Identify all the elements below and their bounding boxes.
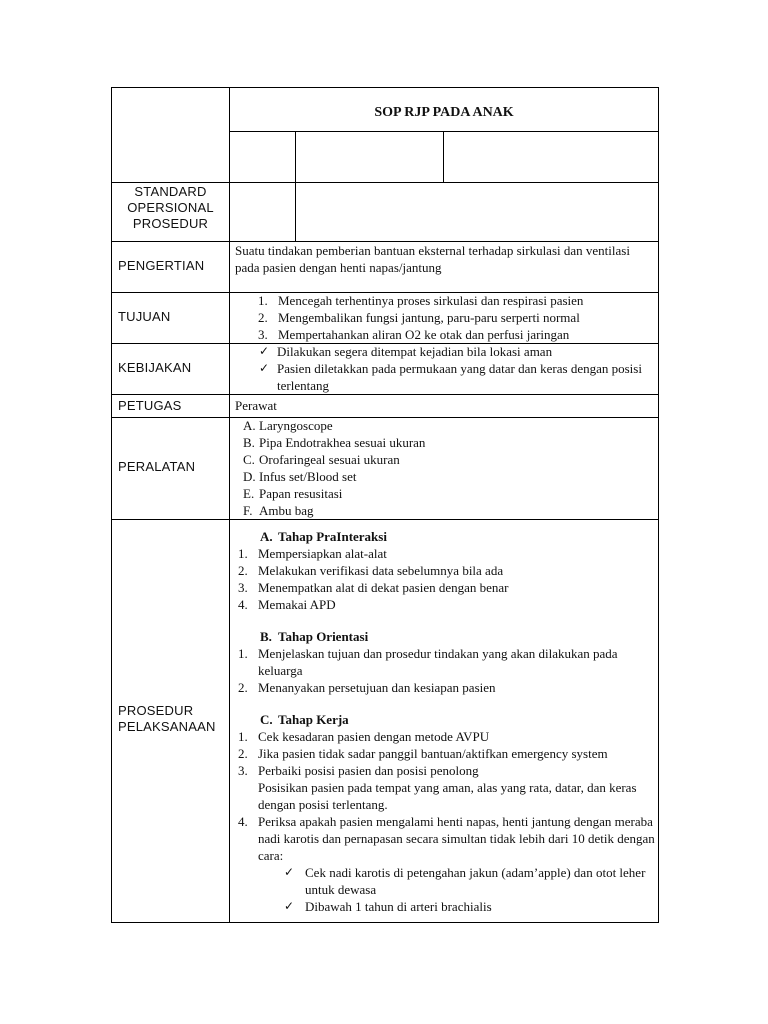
list-item-extra: Posisikan pasien pada tempat yang aman, alas yang rata, datar, dan keras dengan posisi terlentang. [258,780,637,812]
list-item: ✓ Pasien diletakkan pada permukaan yang datar dan keras dengan posisi terlentang [259,361,642,393]
row-divider-petugas [112,394,658,395]
sop-document [111,87,659,923]
tujuan-list [252,292,652,343]
list-item: 2. Menanyakan persetujuan dan kesiapan pasien [238,680,496,695]
check-icon: ✓ [259,344,270,358]
check-icon: ✓ [284,865,295,879]
list-item: 1. Cek kesadaran pasien dengan metode AVPU [238,729,490,744]
row-divider-prosedur [112,519,658,520]
list-item: 1. Mencegah terhentinya proses sirkulasi dan respirasi pasien [258,293,584,308]
list-item: 2. Jika pasien tidak sadar panggil bantuan/aktifkan emergency system [238,746,608,761]
list-item: 4. Memakai APD [238,597,336,612]
list-item: A. Laryngoscope [243,418,333,433]
tujuan-label: TUJUAN [118,309,171,324]
list-item: 3. Menempatkan alat di dekat pasien dengan benar [238,580,509,595]
check-icon: ✓ [284,899,295,913]
petugas-text: Perawat [235,398,277,413]
list-item: C. Orofaringeal sesuai ukuran [243,452,400,467]
prosedur-content [232,528,656,915]
list-item: 1. Menjelaskan tujuan dan prosedur tindakan yang akan dilakukan pada keluarga [238,646,618,678]
section-list [232,645,656,696]
list-item: 3. Mempertahankan aliran O2 ke otak dan perfusi jaringan [258,327,570,342]
list-item: D. Infus set/Blood set [243,469,357,484]
label-column-divider [229,88,230,922]
list-item: ✓ Dilakukan segera ditempat kejadian bila lokasi aman [259,344,553,359]
sop-label: STANDARD OPERSIONAL PROSEDUR [127,184,214,231]
list-item: E. Papan resusitasi [243,486,343,501]
section-list [232,545,656,613]
list-item: 2. Mengembalikan fungsi jantung, paru-paru serperti normal [258,310,580,325]
kebijakan-list [251,343,651,394]
header-divider-2 [443,131,444,182]
header-divider-3 [112,182,658,183]
kebijakan-label: KEBIJAKAN [118,360,192,375]
list-item: 2. Melakukan verifikasi data sebelumnya bila ada [238,563,504,578]
list-item: B. Pipa Endotrakhea sesuai ukuran [243,435,426,450]
list-item: 1. Mempersiapkan alat-alat [238,546,387,561]
peralatan-label: PERALATAN [118,459,196,474]
check-icon: ✓ [259,361,270,375]
sub-check-list [232,864,656,915]
pengertian-label: PENGERTIAN [118,258,205,273]
section-heading: B. Tahap Orientasi [260,629,369,644]
section-list [232,728,656,864]
petugas-label: PETUGAS [118,398,182,413]
pengertian-text: Suatu tindakan pemberian bantuan eksternal terhadap sirkulasi dan ventilasi pada pasien dengan henti napas/jantung [235,243,630,275]
list-item: 3. Perbaiki posisi pasien dan posisi penolong Posisikan pasien pada tempat yang aman, alas yang rata, datar, dan keras dengan posisi terlentang. [232,762,656,813]
peralatan-list [243,417,643,519]
list-item: ✓ Cek nadi karotis di petengahan jakun (adam’apple) dan otot leher untuk dewasa [284,865,646,897]
list-item: 4. Periksa apakah pasien mengalami henti napas, henti jantung dengan meraba nadi karotis dan pernapasan secara simultan tidak lebih dari 10 detik dengan cara: [238,814,655,863]
header-divider-1 [295,131,296,241]
document-title: SOP RJP PADA ANAK [374,105,514,120]
section-heading: C. Tahap Kerja [260,712,349,727]
section-heading: A. Tahap PraInteraksi [260,529,387,544]
list-item: F. Ambu bag [243,503,314,518]
prosedur-label: PROSEDUR PELAKSANAAN [118,703,216,734]
list-item: ✓ Dibawah 1 tahun di arteri brachialis [284,899,492,914]
